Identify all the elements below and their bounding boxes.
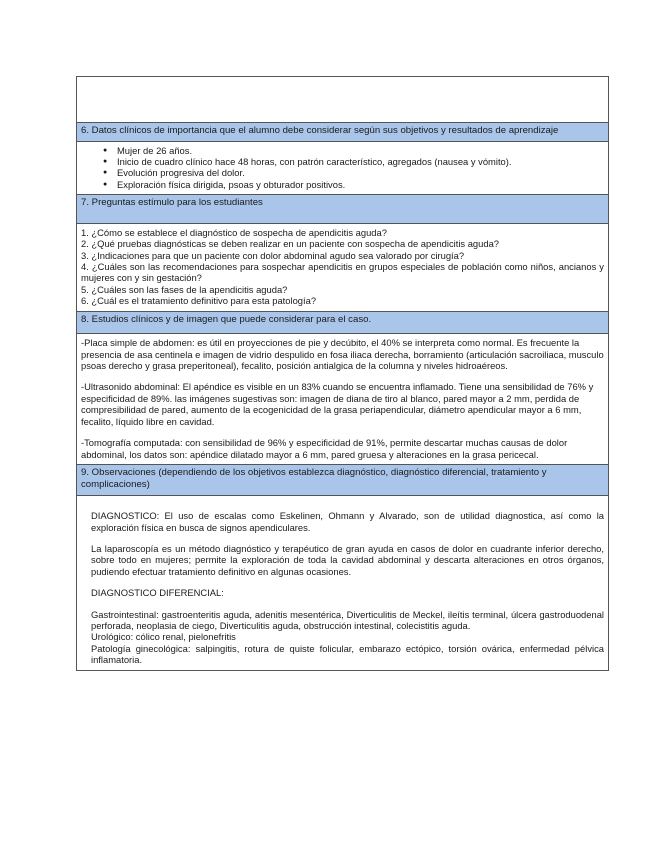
differential-heading: DIAGNOSTICO DIFERENCIAL: — [91, 587, 224, 599]
urologic-paragraph: Urológico: cólico renal, pielonefritis — [91, 631, 236, 643]
clinical-data-list — [81, 145, 604, 191]
list-item: ● Mujer de 26 años. — [117, 145, 604, 156]
question: 1. ¿Cómo se establece el diagnóstico de sospecha de apendicitis aguda? — [81, 226, 387, 238]
laparoscopy-paragraph: La laparoscopía es un método diagnóstico y terapéutico de gran ayuda en casos de dolor en cuadrante inferior derecho, sobre todo en mujeres; permite la exploración de toda la cavidad abdominal y descarta alteraciones en otros órganos, pudiendo efectuar tratamiento definitivo en algunas ocasiones. — [91, 542, 604, 577]
section-9-header: 9. Observaciones (dependiendo de los objetivos establezca diagnóstico, diagnóstico diferencial, tratamiento y complicaciones) — [76, 464, 609, 495]
question: 3. ¿Indicaciones para que un paciente con dolor abdominal agudo sea valorado por cirugía? — [81, 249, 465, 261]
question: 4. ¿Cuáles son las recomendaciones para sospechar apendicitis en grupos especiales de población como niños, ancianos y mujeres con y sin gestación? — [81, 261, 604, 284]
list-item: ● Inicio de cuadro clínico hace 48 horas, con patrón característico, agregados (nausea y vómito). — [117, 156, 604, 167]
section-7-body — [76, 223, 609, 311]
question: 5. ¿Cuáles son las fases de la apendicitis aguda? — [81, 283, 288, 295]
question: 6. ¿Cuál es el tratamiento definitivo para esta patología? — [81, 295, 317, 307]
section-9-body — [76, 495, 609, 670]
section-6-body — [76, 141, 609, 195]
question: 2. ¿Qué pruebas diagnósticas se deben realizar en un paciente con sospecha de apendicitis aguda? — [81, 238, 499, 250]
list-item: ● Evolución progresiva del dolor. — [117, 167, 604, 178]
section-7-header: 7. Preguntas estímulo para los estudiantes — [76, 194, 609, 223]
diagnosis-paragraph: DIAGNOSTICO: El uso de escalas como Eskelinen, Ohmann y Alvarado, son de utilidad diagnostica, así como la exploración física en busca de signos apendiculares. — [91, 510, 604, 533]
section-6-header: 6. Datos clínicos de importancia que el alumno debe considerar según sus objetivos y resultados de aprendizaje — [76, 122, 609, 141]
paragraph-xray: -Placa simple de abdomen: es útil en proyecciones de pie y decúbito, el 40% se interpreta como normal. Es frecuente la presencia de asa centinela e imagen de vidrio despulido en fosa iliaca derecha, borramiento (articulación sacroiliaca, musculo psoas derecho y grasa preperitoneal), fecalito, posición antialgica de la columna y niveles hidroaéreos. — [81, 337, 604, 372]
paragraph-ct: -Tomografía computada: con sensibilidad de 96% y especificidad de 91%, permite descartar muchas causas de dolor abdominal, los datos son: apéndice dilatado mayor a 6 mm, pared gruesa y alteraciones en la grasa pericecal. — [81, 437, 568, 460]
gastrointestinal-paragraph: Gastrointestinal: gastroenteritis aguda, adenitis mesentérica, Diverticulitis de Meckel, ileítis terminal, úlcera gastroduodenal perforada, neoplasia de ciego, Diverticulitis aguda, obstrucción intestinal, colecistitis aguda. — [91, 608, 604, 631]
paragraph-ultrasound: -Ultrasonido abdominal: El apéndice es visible en un 83% cuando se encuentra inflamado. Tiene una sensibilidad de 76% y especificidad de 89%. las imágenes sugestivas son: imagen de diana de tiro al blanco, pared mayor a 2 mm, perdida de compresibilidad de pared, aumento de la ecogenicidad de la grasa periapendicular, diámetro apendicular mayor a 6 mm, fecalito, líquido libre en cavidad. — [81, 381, 594, 427]
section-8-header: 8. Estudios clínicos y de imagen que puede considerar para el caso. — [76, 311, 609, 334]
gynecologic-paragraph: Patología ginecológica: salpingitis, rotura de quiste folicular, embarazo ectópico, torsión ovárica, enfermedad pélvica inflamatoria. — [91, 642, 604, 666]
document-table — [76, 76, 609, 671]
blank-row — [76, 76, 609, 122]
section-8-body — [76, 333, 609, 464]
list-item: ● Exploración física dirigida, psoas y obturador positivos. — [117, 179, 604, 190]
